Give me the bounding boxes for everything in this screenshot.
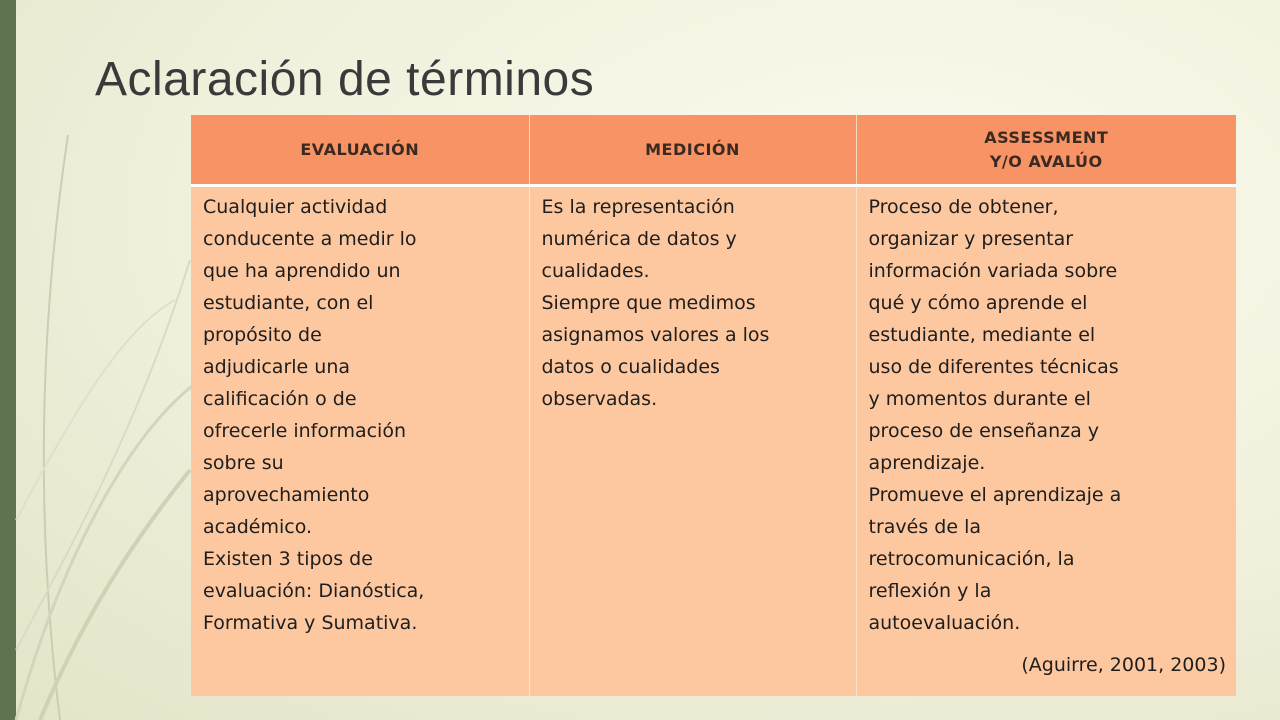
cell-text-line: conducente a medir lo [203,228,417,250]
cell-text-line: aprendizaje. [868,452,986,474]
cell-text-line: estudiante, con el [203,292,374,314]
cell-text-line: asignamos valores a los [541,324,770,346]
cell-text-line: aprovechamiento [203,484,370,506]
cell-text-line: organizar y presentar [868,228,1074,250]
header-assessment-line: ASSESSMENT [984,127,1109,147]
cell-text-line: sobre su [203,452,284,474]
cell-text-line: reflexión y la [868,580,992,602]
cell-assessment [856,186,1236,697]
slide-title: Aclaración de términos [95,53,595,106]
cell-text-line: retrocomunicación, la [868,548,1075,570]
cell-text-line: proceso de enseñanza y [868,420,1100,442]
table-header-row [191,115,1236,186]
cell-text-line: y momentos durante el [868,388,1091,410]
cell-text-line: Promueve el aprendizaje a [868,484,1122,506]
cell-text-line: observadas. [541,388,658,410]
cell-text-line: Proceso de obtener, [868,196,1059,218]
table-row [191,186,1236,697]
cell-text-line: qué y cómo aprende el [868,292,1088,314]
cell-text-line: Cualquier actividad [203,196,388,218]
cell-text-line: que ha aprendido un [203,260,401,282]
cell-text-line: evaluación: Dianóstica, [203,580,425,602]
cell-text-line: estudiante, mediante el [868,324,1096,346]
cell-text-line: calificación o de [203,388,357,410]
cell-text-line: autoevaluación. [868,612,1021,634]
header-assessment-line: Y/O AVALÚO [989,151,1103,171]
cell-text-line: información variada sobre [868,260,1118,282]
cell-evaluacion [191,186,529,697]
cell-text-line: académico. [203,516,313,538]
cell-text-line: cualidades. [541,260,650,282]
cell-text-line: Formativa y Sumativa. [203,612,418,634]
header-evaluacion: EVALUACIÓN [191,115,529,186]
cell-text-line: través de la [868,516,981,538]
cell-text-line: ofrecerle información [203,420,407,442]
header-assessment [856,115,1236,186]
terms-table [191,115,1236,696]
cell-text-line: numérica de datos y [541,228,737,250]
cell-text-line: datos o cualidades [541,356,720,378]
cell-medicion [529,186,856,697]
cell-text-line: Es la representación [541,196,735,218]
citation: (Aguirre, 2001, 2003) [1021,654,1226,676]
header-medicion: MEDICIÓN [529,115,856,186]
cell-text-line: propósito de [203,324,322,346]
cell-text-line: Siempre que medimos [541,292,756,314]
cell-text-line: Existen 3 tipos de [203,548,373,570]
cell-text-line: adjudicarle una [203,356,350,378]
cell-text-line: uso de diferentes técnicas [868,356,1119,378]
